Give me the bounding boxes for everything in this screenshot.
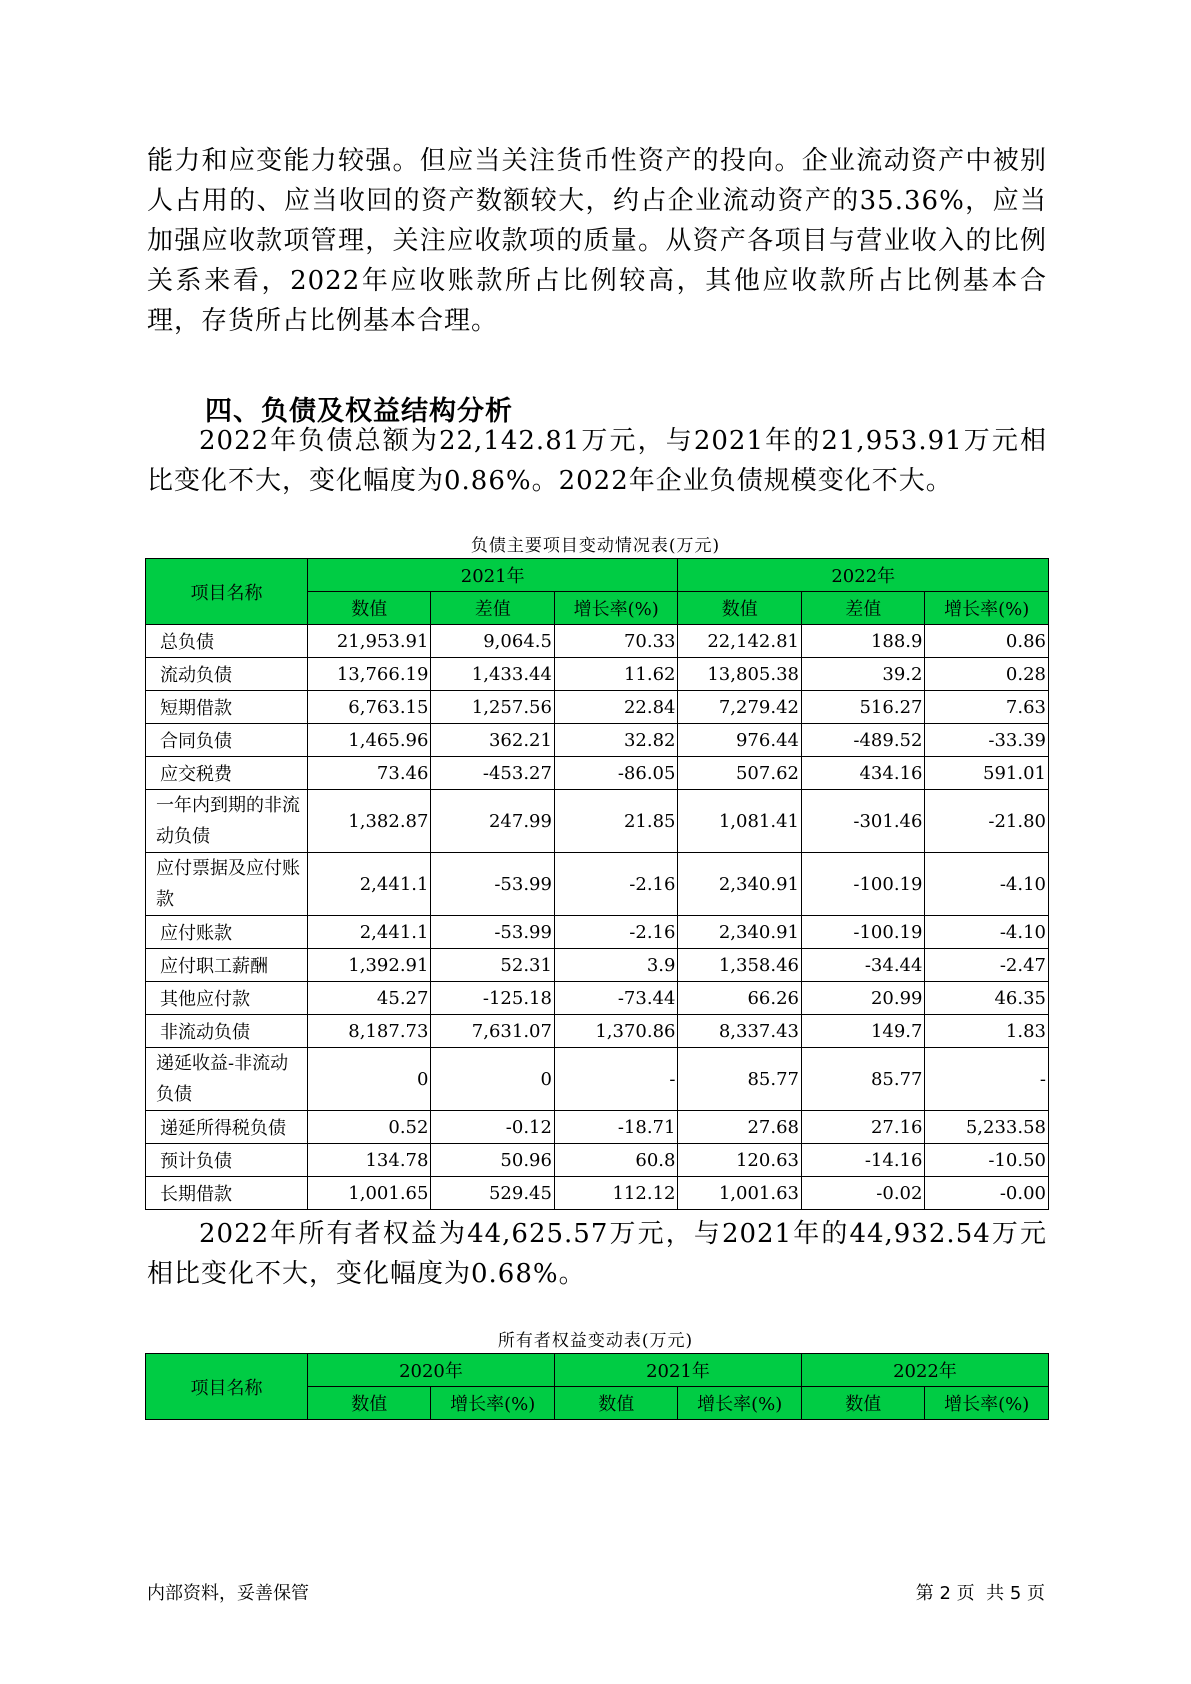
table-cell: 1,370.86: [554, 1015, 678, 1048]
table-cell: 2,340.91: [678, 916, 802, 949]
table-cell: -100.19: [801, 916, 925, 949]
table-cell: -453.27: [431, 757, 555, 790]
table-cell: 45.27: [307, 982, 431, 1015]
row-label: 预计负债: [146, 1144, 308, 1177]
table-cell: 0: [307, 1048, 431, 1111]
table-cell: -53.99: [431, 916, 555, 949]
liability-paragraph: 2022年负债总额为22,142.81万元，与2021年的21,953.91万元相比变化不大，变化幅度为0.86%。2022年企业负债规模变化不大。: [147, 426, 1047, 496]
equity-table-caption: 所有者权益变动表(万元): [497, 1331, 694, 1351]
equity-paragraph: 2022年所有者权益为44,625.57万元，与2021年的44,932.54万元相比变化不大，变化幅度为0.68%。: [147, 1219, 1047, 1289]
footer-left: 内部资料，妥善保管: [147, 1583, 309, 1604]
table-cell: 39.2: [801, 658, 925, 691]
table-cell: 5,233.58: [925, 1111, 1049, 1144]
table-cell: 32.82: [554, 724, 678, 757]
table-cell: 507.62: [678, 757, 802, 790]
sub-header: 增长率(%): [925, 1387, 1049, 1420]
table-cell: 1,358.46: [678, 949, 802, 982]
table-cell: 362.21: [431, 724, 555, 757]
table-cell: 52.31: [431, 949, 555, 982]
table-cell: -125.18: [431, 982, 555, 1015]
table-cell: 8,337.43: [678, 1015, 802, 1048]
table-row: [146, 1177, 1049, 1210]
table-row: [146, 1015, 1049, 1048]
table-cell: -4.10: [925, 853, 1049, 916]
row-label: 递延收益-非流动负债: [146, 1048, 308, 1111]
table-cell: -73.44: [554, 982, 678, 1015]
table-cell: 66.26: [678, 982, 802, 1015]
row-label: 递延所得税负债: [146, 1111, 308, 1144]
table-cell: 188.9: [801, 625, 925, 658]
table-row: [146, 724, 1049, 757]
table-cell: -0.12: [431, 1111, 555, 1144]
table-cell: 529.45: [431, 1177, 555, 1210]
table-row: [146, 757, 1049, 790]
row-label: 合同负债: [146, 724, 308, 757]
table-row: [146, 853, 1049, 916]
table-cell: -301.46: [801, 790, 925, 853]
table-cell: 1,257.56: [431, 691, 555, 724]
table-cell: -21.80: [925, 790, 1049, 853]
table-cell: -18.71: [554, 1111, 678, 1144]
table-cell: 22,142.81: [678, 625, 802, 658]
name-header: 项目名称: [146, 1354, 308, 1420]
table-cell: 85.77: [801, 1048, 925, 1111]
table-cell: 2,441.1: [307, 853, 431, 916]
equity-table: [145, 1353, 1049, 1420]
year-header: 2022年: [678, 559, 1049, 592]
table-cell: 9,064.5: [431, 625, 555, 658]
table-cell: 21,953.91: [307, 625, 431, 658]
table-row: [146, 658, 1049, 691]
table-cell: 0.52: [307, 1111, 431, 1144]
sub-header: 差值: [431, 592, 555, 625]
table-cell: -2.47: [925, 949, 1049, 982]
table-cell: 46.35: [925, 982, 1049, 1015]
sub-header: 数值: [307, 1387, 431, 1420]
table-cell: -2.16: [554, 853, 678, 916]
table-cell: 20.99: [801, 982, 925, 1015]
table-cell: -14.16: [801, 1144, 925, 1177]
table-cell: 8,187.73: [307, 1015, 431, 1048]
name-header: 项目名称: [146, 559, 308, 625]
year-header: 2020年: [307, 1354, 554, 1387]
row-label: 流动负债: [146, 658, 308, 691]
table-cell: -100.19: [801, 853, 925, 916]
table-cell: 1,382.87: [307, 790, 431, 853]
table-cell: 50.96: [431, 1144, 555, 1177]
sub-header: 增长率(%): [554, 592, 678, 625]
row-label: 长期借款: [146, 1177, 308, 1210]
table-cell: -2.16: [554, 916, 678, 949]
table-row: [146, 691, 1049, 724]
row-label: 应付职工薪酬: [146, 949, 308, 982]
table-cell: -86.05: [554, 757, 678, 790]
table-cell: 247.99: [431, 790, 555, 853]
table-cell: 11.62: [554, 658, 678, 691]
table-row: [146, 916, 1049, 949]
table-cell: 1,392.91: [307, 949, 431, 982]
table-cell: 7.63: [925, 691, 1049, 724]
table-cell: -489.52: [801, 724, 925, 757]
table-cell: 7,279.42: [678, 691, 802, 724]
table-row: [146, 1111, 1049, 1144]
row-label: 其他应付款: [146, 982, 308, 1015]
table-cell: 7,631.07: [431, 1015, 555, 1048]
table-cell: -10.50: [925, 1144, 1049, 1177]
table-cell: 2,441.1: [307, 916, 431, 949]
table-cell: -34.44: [801, 949, 925, 982]
table-cell: 13,766.19: [307, 658, 431, 691]
sub-header: 数值: [678, 592, 802, 625]
table-cell: 120.63: [678, 1144, 802, 1177]
table-cell: 0: [431, 1048, 555, 1111]
row-label: 非流动负债: [146, 1015, 308, 1048]
row-label: 一年内到期的非流动负债: [146, 790, 308, 853]
table-cell: 591.01: [925, 757, 1049, 790]
table-cell: 1,465.96: [307, 724, 431, 757]
year-header: 2021年: [307, 559, 678, 592]
table-cell: 21.85: [554, 790, 678, 853]
table-cell: 149.7: [801, 1015, 925, 1048]
table-cell: 0.28: [925, 658, 1049, 691]
table-cell: -33.39: [925, 724, 1049, 757]
table-cell: -: [554, 1048, 678, 1111]
table-cell: -: [925, 1048, 1049, 1111]
table-row: [146, 1048, 1049, 1111]
table-row: [146, 790, 1049, 853]
table-cell: 1,001.63: [678, 1177, 802, 1210]
table-cell: -0.02: [801, 1177, 925, 1210]
row-label: 应交税费: [146, 757, 308, 790]
table-cell: 112.12: [554, 1177, 678, 1210]
table-cell: 73.46: [307, 757, 431, 790]
table-cell: 2,340.91: [678, 853, 802, 916]
table-row: [146, 949, 1049, 982]
table-cell: 27.68: [678, 1111, 802, 1144]
year-header: 2022年: [801, 1354, 1048, 1387]
sub-header: 增长率(%): [678, 1387, 802, 1420]
table-cell: 976.44: [678, 724, 802, 757]
table-cell: -4.10: [925, 916, 1049, 949]
intro-paragraph: 能力和应变能力较强。但应当关注货币性资产的投向。企业流动资产中被别人占用的、应当收回的资产数额较大，约占企业流动资产的35.36%，应当加强应收款项管理，关注应收款项的质量。从资产各项目与营业收入的比例关系来看，2022年应收账款所占比例较高，其他应收款所占比例基本合理，存货所占比例基本合理。: [147, 146, 1047, 336]
table-cell: -0.00: [925, 1177, 1049, 1210]
sub-header: 差值: [801, 592, 925, 625]
table-cell: 516.27: [801, 691, 925, 724]
liability-table-caption: 负债主要项目变动情况表(万元): [470, 536, 721, 556]
table-cell: 22.84: [554, 691, 678, 724]
sub-header: 数值: [801, 1387, 925, 1420]
table-cell: 434.16: [801, 757, 925, 790]
liability-table: [145, 558, 1049, 1210]
table-cell: 134.78: [307, 1144, 431, 1177]
table-row: [146, 982, 1049, 1015]
table-cell: 3.9: [554, 949, 678, 982]
table-cell: 1,433.44: [431, 658, 555, 691]
table-cell: -53.99: [431, 853, 555, 916]
row-label: 应付账款: [146, 916, 308, 949]
sub-header: 增长率(%): [431, 1387, 555, 1420]
sub-header: 数值: [307, 592, 431, 625]
table-cell: 1,001.65: [307, 1177, 431, 1210]
table-cell: 60.8: [554, 1144, 678, 1177]
table-row: [146, 1144, 1049, 1177]
table-cell: 27.16: [801, 1111, 925, 1144]
table-row: [146, 625, 1049, 658]
table-cell: 6,763.15: [307, 691, 431, 724]
table-cell: 1,081.41: [678, 790, 802, 853]
sub-header: 数值: [554, 1387, 678, 1420]
sub-header: 增长率(%): [925, 592, 1049, 625]
row-label: 短期借款: [146, 691, 308, 724]
row-label: 总负债: [146, 625, 308, 658]
row-label: 应付票据及应付账款: [146, 853, 308, 916]
year-header: 2021年: [554, 1354, 801, 1387]
table-cell: 0.86: [925, 625, 1049, 658]
table-cell: 70.33: [554, 625, 678, 658]
section-heading: 四、负债及权益结构分析: [205, 396, 513, 427]
table-cell: 1.83: [925, 1015, 1049, 1048]
table-cell: 13,805.38: [678, 658, 802, 691]
table-cell: 85.77: [678, 1048, 802, 1111]
footer-page-number: 第 2 页 共 5 页: [915, 1583, 1045, 1604]
